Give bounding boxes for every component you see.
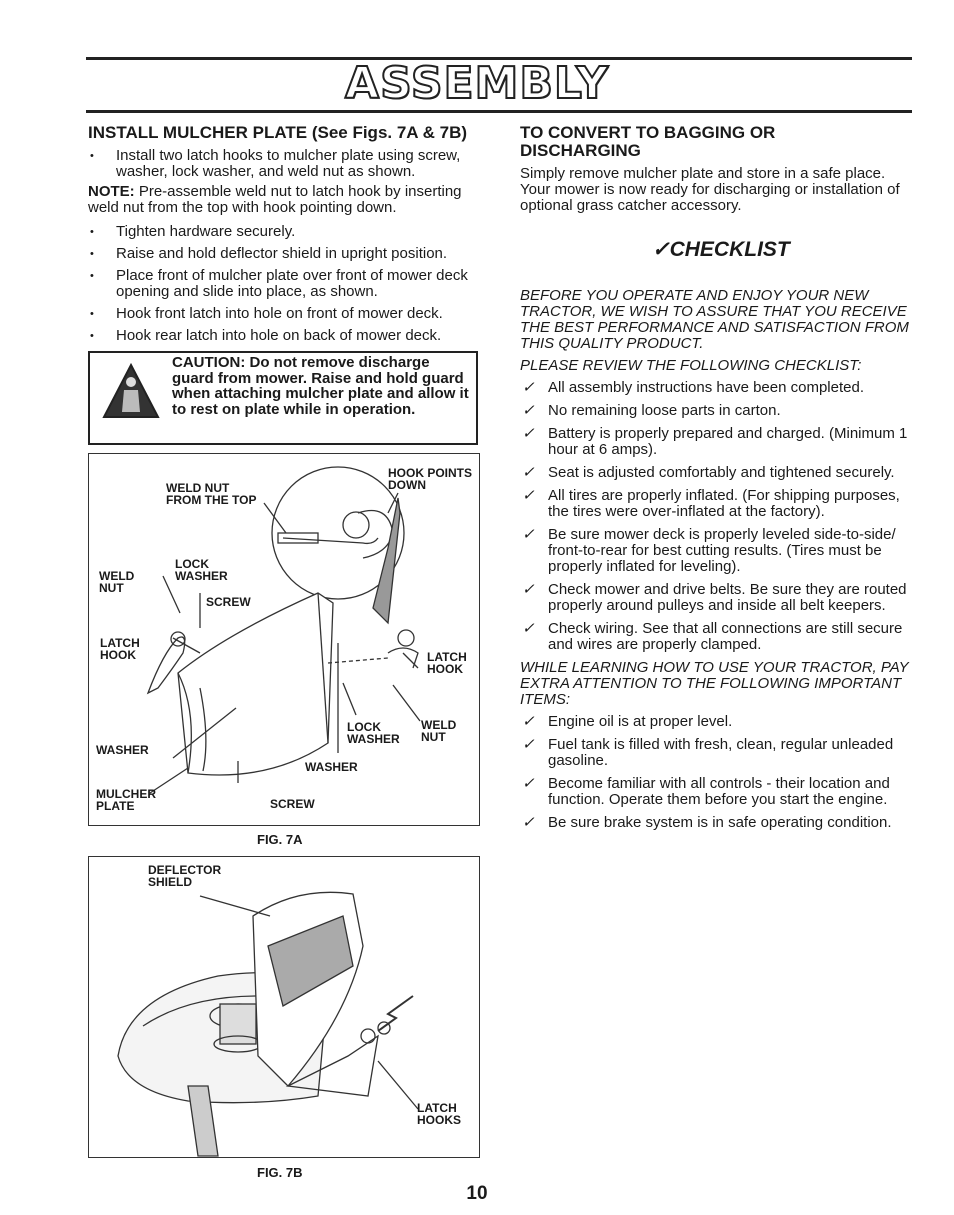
attention-paragraph: WHILE LEARNING HOW TO USE YOUR TRACTOR, PAY EXTRA ATTENTION TO THE FOLLOWING IMPORTANT ITEMS:	[520, 659, 909, 708]
checklist-item	[520, 776, 912, 808]
checklist-item-text: No remaining loose parts in carton.	[548, 402, 781, 419]
label-line: LOCK	[347, 720, 381, 734]
left-column	[88, 124, 480, 350]
checklist-items-2	[520, 714, 912, 831]
checklist-prompt: PLEASE REVIEW THE FOLLOWING CHECKLIST:	[520, 357, 862, 374]
checklist-item	[520, 714, 912, 730]
label-line: HOOK POINTS	[388, 466, 473, 480]
label-line: LOCK	[175, 557, 209, 571]
label-line: LATCH	[100, 636, 140, 650]
convert-heading-line2: DISCHARGING	[520, 141, 641, 160]
right-column	[520, 124, 912, 838]
label-weld-nut-top	[166, 482, 256, 506]
label-line: SHIELD	[148, 875, 193, 889]
checklist-item	[520, 488, 912, 520]
checkmark-icon: ✓	[522, 402, 535, 419]
figure-7a-drawing	[88, 453, 480, 826]
checkmark-icon: ✓	[522, 620, 535, 637]
checklist-item-text: Seat is adjusted comfortably and tightened securely.	[548, 464, 895, 481]
label-screw-bottom: SCREW	[270, 797, 315, 811]
label-line: WASHER	[347, 732, 400, 746]
checklist-item-text: Fuel tank is filled with fresh, clean, regular unleaded gasoline.	[548, 736, 894, 769]
checkmark-icon: ✓	[522, 713, 535, 730]
install-list-2	[88, 224, 480, 344]
caution-text: CAUTION: Do not remove discharge guard from mower. Raise and hold guard when attaching mulcher plate and allow it to rest on plate while in operation.	[172, 354, 469, 418]
label-line: WASHER	[175, 569, 228, 583]
label-latch-hooks	[417, 1102, 461, 1126]
label-latch-hook-right	[427, 651, 467, 675]
list-item: • Tighten hardware securely.	[88, 224, 480, 240]
checklist-item-text: Check wiring. See that all connections are still secure and wires are properly clamped.	[548, 620, 903, 653]
checkmark-icon: ✓	[522, 736, 535, 753]
label-hook-points-down	[388, 467, 472, 491]
checklist-item	[520, 465, 912, 481]
checklist-item	[520, 403, 912, 419]
list-item: • Install two latch hooks to mulcher plate using screw, washer, lock washer, and weld nut as shown.	[88, 148, 480, 180]
label-line: WELD	[99, 569, 135, 583]
figure-7a-caption: FIG. 7A	[257, 832, 303, 847]
label-line: HOOK	[100, 648, 136, 662]
label-line: NUT	[99, 581, 124, 595]
label-weld-nut-right	[421, 719, 456, 743]
warning-triangle-icon	[102, 362, 160, 420]
note-text: Pre-assemble weld nut to latch hook by inserting weld nut from the top with hook pointing down.	[88, 183, 462, 216]
figure-7b-caption: FIG. 7B	[257, 1165, 303, 1180]
checklist-title: ✓CHECKLIST	[652, 238, 790, 261]
checkmark-icon: ✓	[522, 775, 535, 792]
label-line: DEFLECTOR	[148, 863, 222, 877]
label-mulcher-plate	[96, 788, 156, 812]
list-item: • Hook rear latch into hole on back of mower deck.	[88, 328, 480, 344]
label-line: NUT	[421, 730, 446, 744]
install-list-1	[88, 148, 480, 180]
checklist-item-text: All tires are properly inflated. (For shipping purposes, the tires were over-inflated at the factory).	[548, 487, 900, 520]
label-washer-middle: WASHER	[305, 760, 358, 774]
checklist-item-text: All assembly instructions have been completed.	[548, 379, 864, 396]
convert-paragraph: Simply remove mulcher plate and store in a safe place. Your mower is now ready for discharging or installation of optional grass catcher accessory.	[520, 165, 900, 214]
label-screw-top: SCREW	[206, 595, 251, 609]
label-washer-left: WASHER	[96, 743, 149, 757]
checkmark-icon: ✓	[522, 814, 535, 831]
checklist-item	[520, 582, 912, 614]
label-weld-nut-left	[99, 570, 134, 594]
checkmark-icon: ✓	[522, 526, 535, 543]
checklist-item-text: Be sure mower deck is properly leveled side-to-side/ front-to-rear for best cutting results. (Tires must be properly inflated for leveling).	[548, 526, 896, 575]
label-lock-washer-right	[347, 721, 400, 745]
checkmark-icon: ✓	[522, 379, 535, 396]
note-paragraph	[88, 184, 480, 216]
checkmark-icon: ✓	[522, 464, 535, 481]
header-rule-bottom	[86, 110, 912, 113]
label-latch-hook-left	[100, 637, 140, 661]
checklist-item	[520, 815, 912, 831]
checklist-intro: BEFORE YOU OPERATE AND ENJOY YOUR NEW TRACTOR, WE WISH TO ASSURE THAT YOU RECEIVE THE BEST PERFORMANCE AND SATISFACTION FROM THIS QUALITY PRODUCT.	[520, 287, 909, 352]
label-line: HOOKS	[417, 1113, 462, 1127]
checklist-item	[520, 426, 912, 458]
label-line: FROM THE TOP	[166, 493, 257, 507]
checkmark-icon: ✓	[522, 581, 535, 598]
checkmark-icon: ✓	[522, 487, 535, 504]
label-line: PLATE	[96, 799, 135, 813]
label-line: WELD	[421, 718, 457, 732]
install-heading: INSTALL MULCHER PLATE (See Figs. 7A & 7B)	[88, 123, 468, 142]
checkmark-icon: ✓	[522, 425, 535, 442]
page-title: ASSEMBLY	[345, 58, 609, 109]
checklist-item-text: Be sure brake system is in safe operating condition.	[548, 814, 892, 831]
label-line: LATCH	[417, 1101, 457, 1115]
label-line: WELD NUT	[166, 481, 230, 495]
checklist-item	[520, 621, 912, 653]
list-item: • Place front of mulcher plate over front of mower deck opening and slide into place, as shown.	[88, 268, 480, 300]
list-item: • Raise and hold deflector shield in upright position.	[88, 246, 480, 262]
page-number: 10	[466, 1183, 488, 1204]
checklist-item	[520, 737, 912, 769]
checklist-item-text: Check mower and drive belts. Be sure they are routed properly around pulleys and inside all belt keepers.	[548, 581, 907, 614]
list-item: • Hook front latch into hole on front of mower deck.	[88, 306, 480, 322]
label-line: LATCH	[427, 650, 467, 664]
checklist-items-1	[520, 380, 912, 653]
label-lock-washer-top	[175, 558, 228, 582]
label-line: DOWN	[388, 478, 426, 492]
convert-heading-line1: TO CONVERT TO BAGGING OR	[520, 123, 776, 142]
label-line: HOOK	[427, 662, 463, 676]
label-deflector-shield	[148, 864, 221, 888]
checklist-item-text: Become familiar with all controls - their location and function. Operate them before you start the engine.	[548, 775, 890, 808]
checklist-item-text: Engine oil is at proper level.	[548, 713, 733, 730]
label-line: MULCHER	[96, 787, 156, 801]
checklist-item-text: Battery is properly prepared and charged. (Minimum 1 hour at 6 amps).	[548, 425, 908, 458]
checklist-item	[520, 380, 912, 396]
checklist-item	[520, 527, 912, 575]
note-label: NOTE:	[88, 183, 135, 200]
